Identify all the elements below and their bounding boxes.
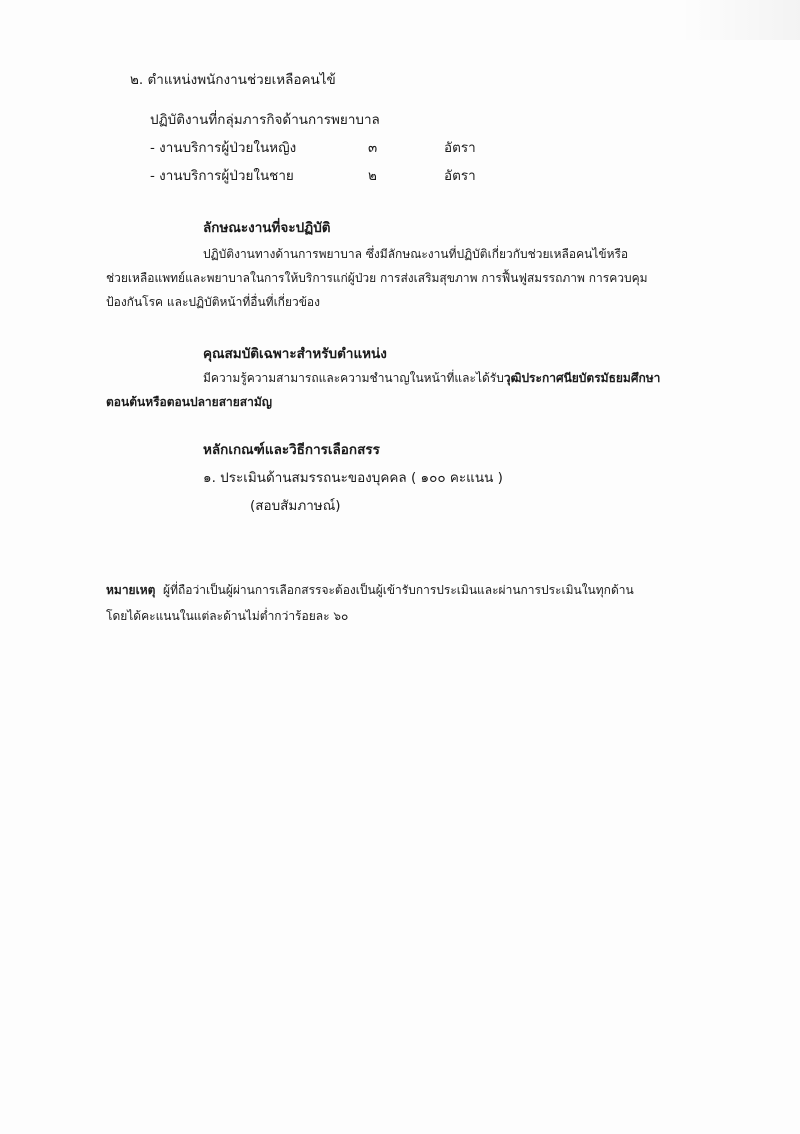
position-count: ๒ [368,168,377,184]
selection-item-note: (สอบสัมภาษณ์) [250,498,341,514]
qualifications-title: คุณสมบัติเฉพาะสำหรับตำแหน่ง [203,346,387,362]
position-count: ๓ [368,140,378,156]
duties-title: ลักษณะงานที่จะปฏิบัติ [203,220,331,236]
position-unit: อัตรา [444,140,476,156]
selection-item: ๑. ประเมินด้านสมรรถนะของบุคคล ( ๑๐๐ คะแนน ) [203,470,503,486]
qualifications-line [203,368,660,388]
position-name: - งานบริการผู้ป่วยในหญิง [150,140,297,156]
scan-shadow [680,0,800,40]
duties-line: ช่วยเหลือแพทย์และพยาบาลในการให้บริการแก่ผู้ป่วย การส่งเสริมสุขภาพ การฟื้นฟูสมรรถภาพ การควบคุม [106,271,648,285]
remark-line [106,580,634,600]
remark-text: ผู้ที่ถือว่าเป็นผู้ผ่านการเลือกสรรจะต้องเป็นผู้เข้ารับการประเมินและผ่านการประเมินในทุกด้าน [163,583,634,597]
selection-title: หลักเกณฑ์และวิธีการเลือกสรร [203,442,380,458]
section-heading: ๒. ตำแหน่งพนักงานช่วยเหลือคนไข้ [130,72,336,88]
position-unit: อัตรา [444,168,476,184]
duties-line: ป้องกันโรค และปฏิบัติหน้าที่อื่นที่เกี่ยวข้อง [106,295,320,309]
qualifications-bold-text: วุฒิประกาศนียบัตรมัธยมศึกษา [503,371,661,385]
position-name: - งานบริการผู้ป่วยในชาย [150,168,294,184]
remark-line-2: โดยได้คะแนนในแต่ละด้านไม่ต่ำกว่าร้อยละ ๖๐ [106,609,349,623]
duties-line: ปฏิบัติงานทางด้านการพยาบาล ซึ่งมีลักษณะงานที่ปฏิบัติเกี่ยวกับช่วยเหลือคนไข้หรือ [203,247,629,261]
remark-label: หมายเหตุ [106,583,156,597]
section-subheading: ปฏิบัติงานที่กลุ่มภารกิจด้านการพยาบาล [150,112,380,128]
qualifications-line-2: ตอนต้นหรือตอนปลายสายสามัญ [106,395,272,409]
qualifications-normal-text: มีความรู้ความสามารถและความชำนาญในหน้าที่และได้รับ [203,371,504,385]
